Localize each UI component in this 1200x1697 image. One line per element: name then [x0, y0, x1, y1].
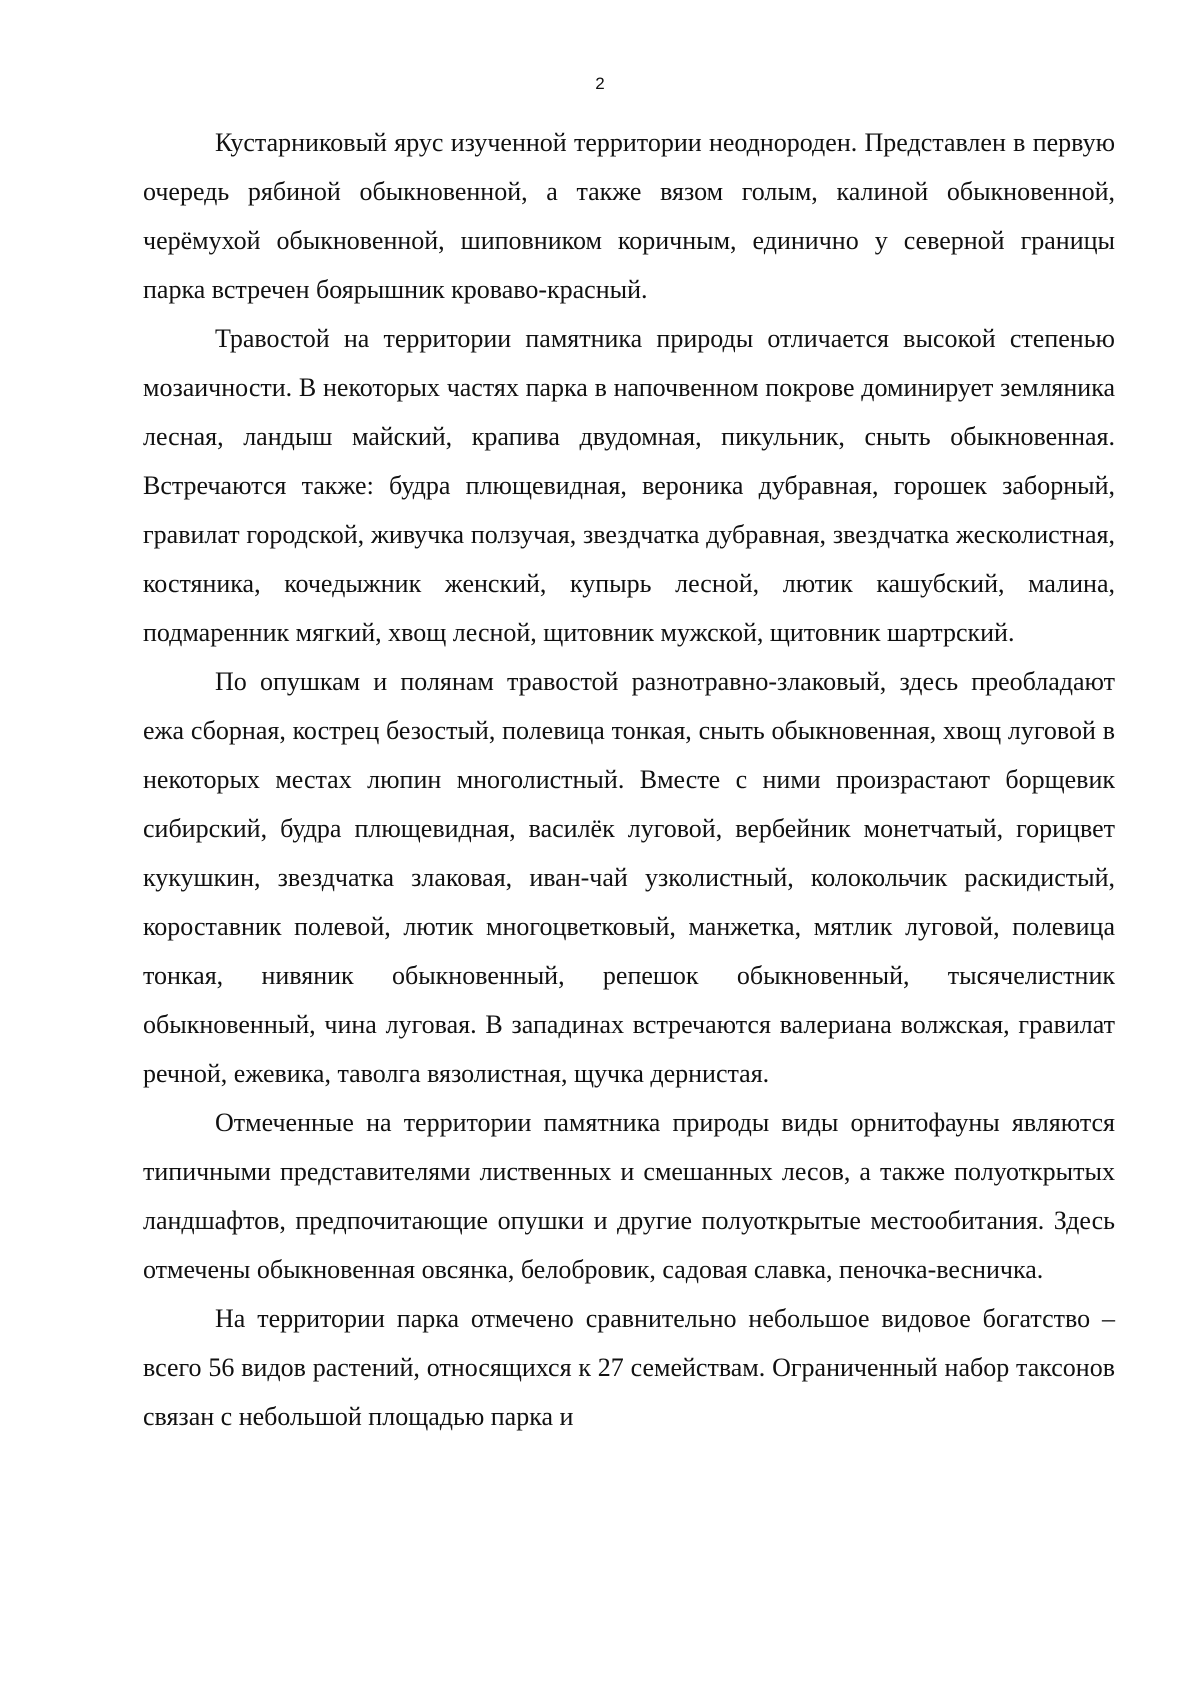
page-number: 2: [595, 74, 605, 93]
paragraph-shrub-layer: Кустарниковый ярус изученной территории неоднороден. Представлен в первую очередь рябиной обыкновенной, а также вязом голым, калиной обыкновенной, черёмухой обыкновенной, шиповником коричным, единично у северной границы парка встречен боярышник кроваво-красный.: [143, 128, 1115, 304]
paragraph-edges-glades: По опушкам и полянам травостой разнотравно-злаковый, здесь преобладают ежа сборная, кострец безостый, полевица тонкая, сныть обыкновенная, хвощ луговой в некоторых местах люпин многолистный. Вместе с ними произрастают борщевик сибирский, будра плющевидная, василёк луговой, вербейник монетчатый, горицвет кукушкин, звездчатка злаковая, иван-чай узколистный, колокольчик раскидистый, короставник полевой, лютик многоцветковый, манжетка, мятлик луговой, полевица тонкая, нивяник обыкновенный, репешок обыкновенный, тысячелистник обыкновенный, чина луговая. В западинах встречаются валериана волжская, гравилат речной, ежевика, таволга вязолистная, щучка дернистая.: [143, 667, 1115, 1088]
paragraph-herb-layer: Травостой на территории памятника природы отличается высокой степенью мозаичности. В некоторых частях парка в напочвенном покрове доминирует земляника лесная, ландыш майский, крапива двудомная, пикульник, сныть обыкновенная. Встречаются также: будра плющевидная, вероника дубравная, горошек заборный, гравилат городской, живучка ползучая, звездчатка дубравная, звездчатка жесколистная, костяника, кочедыжник женский, купырь лесной, лютик кашубский, малина, подмаренник мягкий, хвощ лесной, щитовник мужской, щитовник шартрский.: [143, 324, 1115, 647]
paragraph-avifauna: Отмеченные на территории памятника природы виды орнитофауны являются типичными представителями лиственных и смешанных лесов, а также полуоткрытых ландшафтов, предпочитающие опушки и другие полуоткрытые местообитания. Здесь отмечены обыкновенная овсянка, белобровик, садовая славка, пеночка-весничка.: [143, 1108, 1115, 1284]
paragraph-species-richness: На территории парка отмечено сравнительно небольшое видовое богатство – всего 56 видов растений, относящихся к 27 семействам. Ограниченный набор таксонов связан с небольшой площадью парка и: [143, 1304, 1115, 1431]
body-text: [143, 118, 1115, 1441]
